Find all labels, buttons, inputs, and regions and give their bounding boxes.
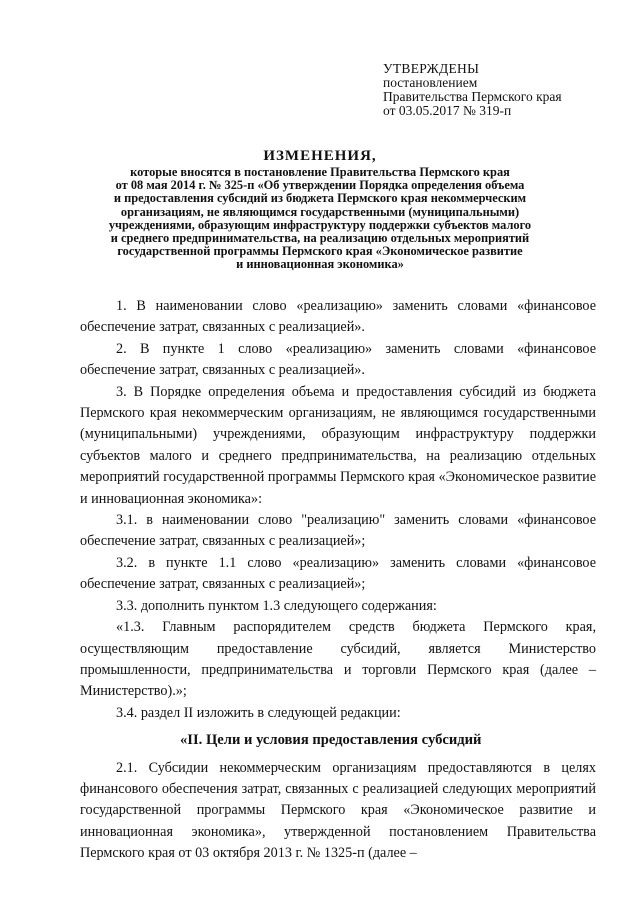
subtitle-line: организациям, не являющимся государственными (муниципальными) <box>120 204 520 219</box>
subtitle-line: которые вносятся в постановление Правительства Пермского края <box>130 165 510 179</box>
document-title: ИЗМЕНЕНИЯ, <box>263 148 377 164</box>
paragraph-3-2: 3.2. в пункте 1.1 слово «реализацию» заменить словами «финансовое обеспечение затрат, связанных с реализацией»; <box>80 554 596 593</box>
document-subtitle <box>80 166 560 272</box>
section-heading: «II. Цели и условия предоставления субсидий <box>180 732 482 749</box>
approval-line-resolution: постановлением <box>383 75 478 90</box>
subtitle-line: и предоставления субсидий из бюджета Пермского края некоммерческим <box>113 191 527 206</box>
subtitle-line: государственной программы Пермского края «Экономическое развитие <box>117 244 523 259</box>
approval-stamp <box>383 62 562 118</box>
paragraph-3-4: 3.4. раздел II изложить в следующей редакции: <box>116 704 401 721</box>
approval-line-government: Правительства Пермского края <box>383 89 562 104</box>
document-body <box>80 296 596 865</box>
paragraph-3-1: 3.1. в наименовании слово "реализацию" заменить словами «финансовое обеспечение затрат, связанных с реализацией»; <box>80 512 596 550</box>
approval-line-approved: УТВЕРЖДЕНЫ <box>383 61 480 76</box>
subtitle-line: от 08 мая 2014 г. № 325-п «Об утверждении Порядка определения объема <box>115 178 525 193</box>
paragraph-2: 2. В пункте 1 слово «реализацию» заменить словами «финансовое обеспечение затрат, связанных с реализацией». <box>80 340 596 379</box>
paragraph-1: 1. В наименовании слово «реализацию» заменить словами «финансовое обеспечение затрат, связанных с реализацией». <box>80 298 596 336</box>
subtitle-line: и среднего предпринимательства, на реализацию отдельных мероприятий <box>110 231 530 246</box>
paragraph-3: 3. В Порядке определения объема и предоставления субсидий из бюджета Пермского края некоммерческим организациям, не являющимся государственными (муниципальными) учреждениями, образующим инфраструктуру поддержки субъектов малого и среднего предпринимательства, на реализацию отдельных мероприятий государственной программы Пермского края «Экономическое развитие и инновационная экономика»: <box>80 383 596 507</box>
paragraph-3-3: 3.3. дополнить пунктом 1.3 следующего содержания: <box>116 597 437 614</box>
approval-line-date: от 03.05.2017 № 319-п <box>383 103 512 118</box>
subtitle-line: учреждениями, образующим инфраструктуру поддержки субъектов малого <box>108 217 532 232</box>
paragraph-2-1: 2.1. Субсидии некоммерческим организациям предоставляются в целях финансового обеспечения затрат, связанных с реализацией следующих мероприятий государственной программы Пермского края «Экономическое развитие и инновационная экономика», утвержденной постановлением Правительства Пермского края от 03 октября 2013 г. № 1325-п (далее – <box>80 759 596 862</box>
paragraph-1-3-quote: «1.3. Главным распорядителем средств бюджета Пермского края, осуществляющим предоставление субсидий, является Министерство промышленности, предпринимательства и торговли Пермского края (далее – Министерство).»; <box>80 619 596 700</box>
subtitle-line: и инновационная экономика» <box>236 257 404 272</box>
